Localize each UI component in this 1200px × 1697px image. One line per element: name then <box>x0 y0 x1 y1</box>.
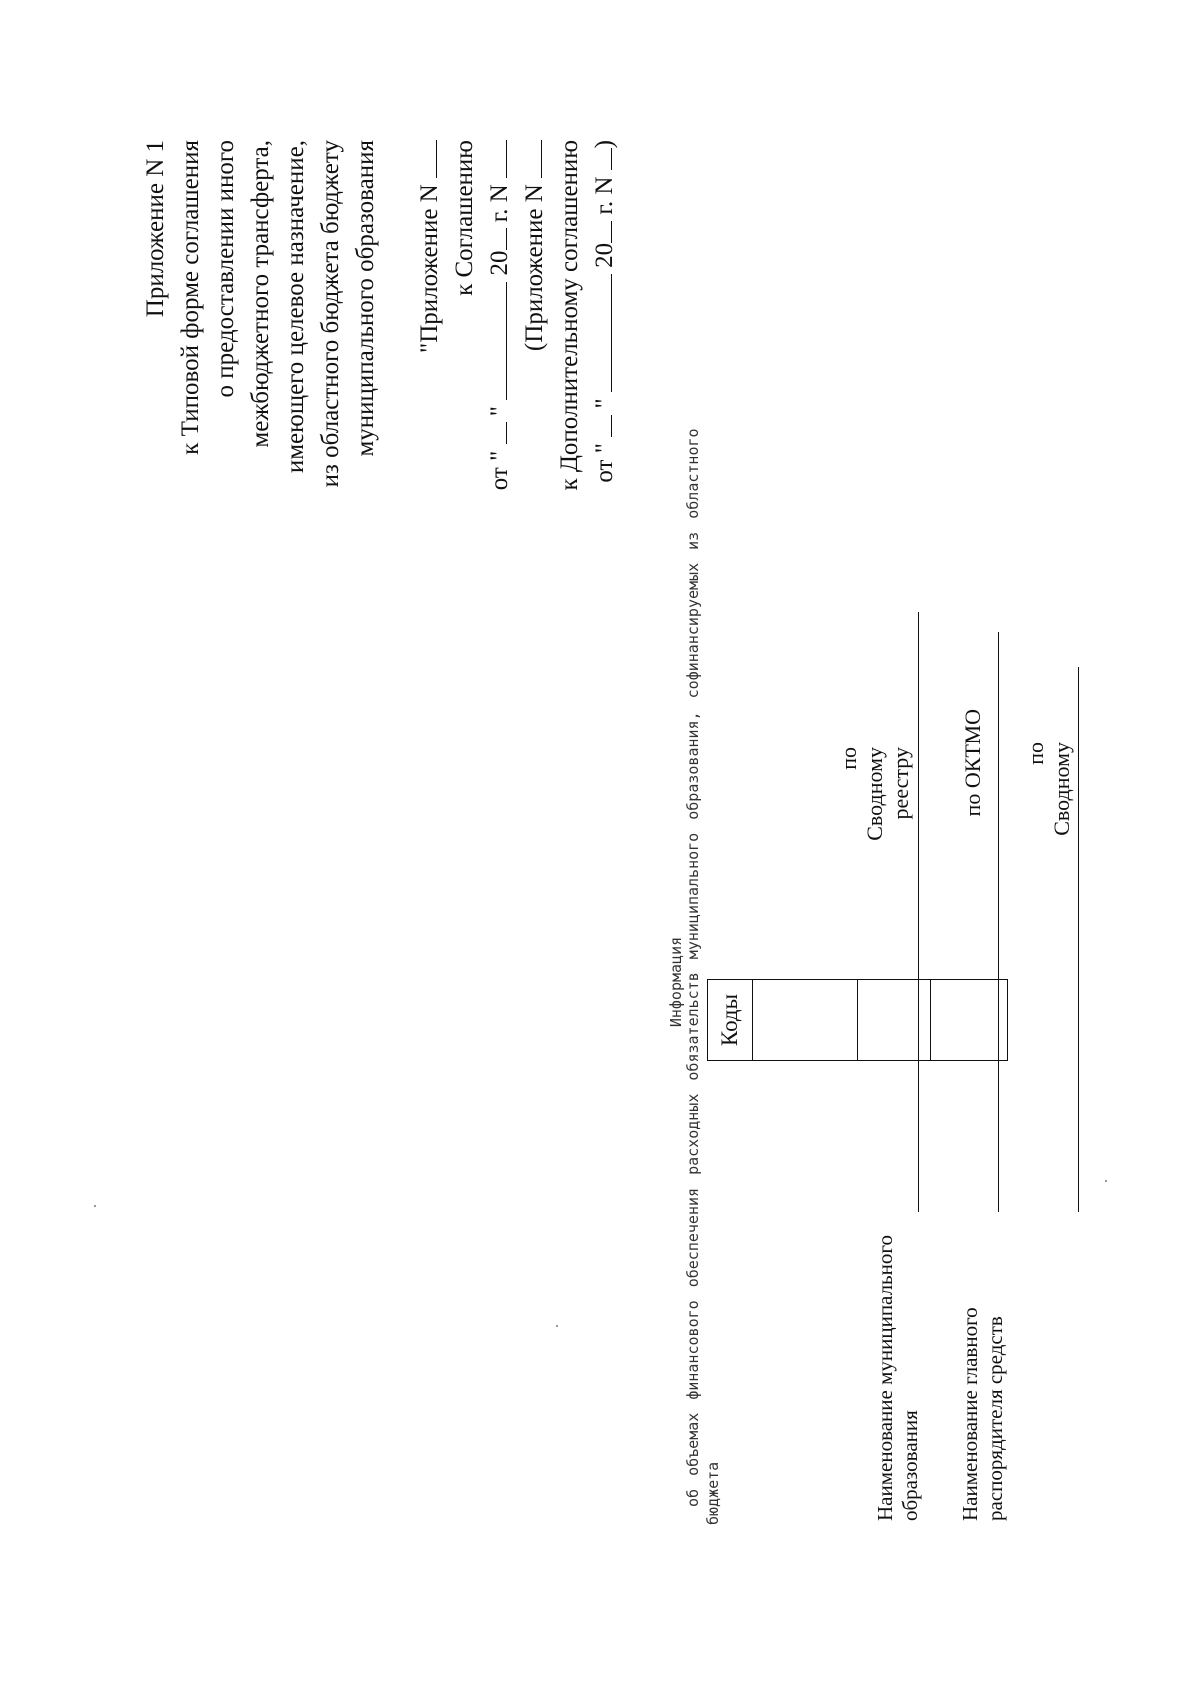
info-title: Информация <box>667 936 685 1028</box>
blank-field[interactable] <box>486 282 507 400</box>
municipality-field-line[interactable] <box>918 612 919 1212</box>
manager-field-line[interactable] <box>998 632 999 1212</box>
manager-label-1: Наименование главного <box>958 1307 982 1521</box>
agreement-line-2: к Соглашению <box>451 140 478 296</box>
municipality-label-2: образования <box>898 1410 922 1521</box>
agreement-line-5: к Дополнительному соглашению <box>556 140 583 491</box>
blank-field[interactable] <box>591 221 612 243</box>
agreement-line-3 <box>482 140 517 490</box>
agreement-text: ) <box>591 140 618 149</box>
codes-header: Коды <box>708 980 753 1061</box>
appendix-line: межбюджетного трансферта, <box>247 140 274 448</box>
agreement-text: " <box>591 398 618 409</box>
codes-table <box>707 979 1008 1061</box>
agreement-text: от " <box>486 450 513 491</box>
info-line-2: бюджета <box>704 1461 722 1525</box>
scan-speck <box>556 1325 558 1327</box>
registry-label-2: Сводному <box>862 747 887 841</box>
agreement-text: г. N <box>486 184 513 223</box>
oktmo-code-cell[interactable] <box>858 980 931 1061</box>
blank-field[interactable] <box>521 140 542 178</box>
appendix-line: о предоставлении иного <box>212 140 239 398</box>
registry2-label-1: по <box>1023 742 1048 765</box>
codes-row-registry-2 <box>931 980 1008 1061</box>
agreement-text: "Приложение N <box>416 184 443 353</box>
registry-label-3: реестру <box>888 747 913 820</box>
registry2-label-2: Сводному <box>1049 742 1074 836</box>
blank-field[interactable] <box>416 140 437 178</box>
agreement-text: 20 <box>486 250 513 276</box>
municipality-label-1: Наименование муниципального <box>873 1235 897 1521</box>
scan-speck <box>94 1205 96 1207</box>
blank-field[interactable] <box>486 422 507 444</box>
agreement-text: от " <box>591 443 618 483</box>
registry2-code-cell[interactable] <box>931 980 1008 1061</box>
blank-field[interactable] <box>591 415 612 437</box>
blank-field[interactable] <box>486 140 507 178</box>
appendix-line: Приложение N 1 <box>142 140 169 318</box>
agreement-line-6 <box>587 140 622 483</box>
manager-label-2: распорядителя средств <box>983 1316 1007 1521</box>
blank-field[interactable] <box>591 148 612 170</box>
agreement-line-1 <box>412 140 447 353</box>
appendix-line: имеющего целевое назначение, <box>282 140 309 474</box>
agreement-text: г. N <box>591 176 618 215</box>
codes-header-row <box>708 980 753 1061</box>
appendix-line: к Типовой форме соглашения <box>177 140 204 455</box>
appendix-line: муниципального образования <box>352 140 379 457</box>
appendix-line: из областного бюджета бюджету <box>317 140 344 488</box>
agreement-text: (Приложение N <box>521 184 548 352</box>
registry-label-1: по <box>836 747 861 770</box>
agreement-text: " <box>486 406 513 417</box>
registry-code-cell[interactable] <box>753 980 858 1061</box>
extra-field-line[interactable] <box>1078 667 1079 1212</box>
oktmo-label: по ОКТМО <box>960 709 985 817</box>
scan-speck <box>1105 1180 1107 1182</box>
agreement-text: 20 <box>591 242 618 268</box>
blank-field[interactable] <box>486 229 507 251</box>
blank-field[interactable] <box>591 274 612 392</box>
info-line-1: об объемах финансового обеспечения расходных обязательств муниципального образования, софинансируемых из областного <box>684 428 702 1507</box>
agreement-line-4 <box>517 140 552 351</box>
codes-row-registry <box>753 980 858 1061</box>
codes-row-oktmo <box>858 980 931 1061</box>
